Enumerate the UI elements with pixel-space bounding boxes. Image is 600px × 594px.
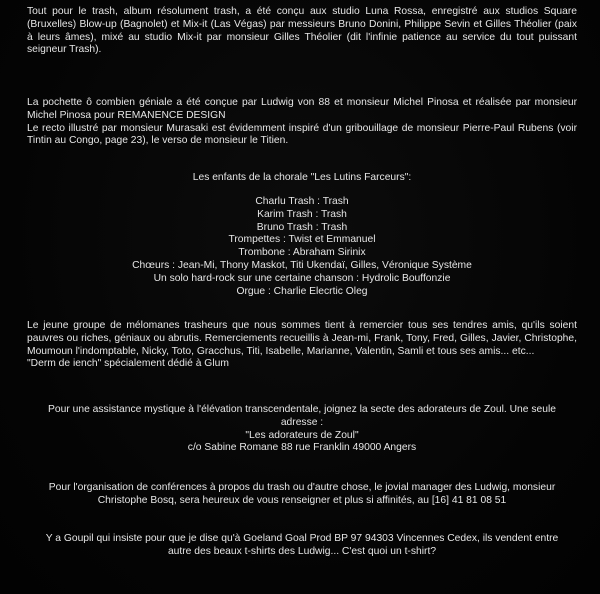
- intro-paragraph: [27, 6, 577, 57]
- choir-member: Chœurs : Jean-Mi, Thony Maskot, Titi Ukendaï, Gilles, Véronique Système: [132, 259, 472, 271]
- zoul-address-street: c/o Sabine Romane 88 rue Franklin 49000 Angers: [187, 442, 417, 454]
- zoul-address-name: "Les adorateurs de Zoul": [245, 429, 359, 441]
- choir-members-list: [27, 196, 577, 298]
- choir-member: Un solo hard-rock sur une certaine chanson : Hydrolic Bouffonzie: [153, 272, 451, 284]
- thanks-text: Le jeune groupe de mélomanes trasheurs que nous sommes tient à remercier tous ses tendres amis, qu'ils soient pauvres ou riches, géniaux ou abrutis. Remerciements recueillis à Jean-mi, Frank, Tony, Fred, Gilles, Javier, Christophe, Moumoun l'indomptable, Nicky, Toto, Gracchus, Titi, Isabelle, Marianne, Valentin, Samli et tous ses amis... etc...: [27, 320, 577, 357]
- choir-member: Charlu Trash : Trash: [255, 196, 349, 207]
- sleeve-illustration-credit: Le recto illustré par monsieur Murasaki est évidemment inspiré d'un gribouillage de monsieur Pierre-Paul Rubens (voir Tintin au Congo, page 23), le verso de monsieur le Titien.: [27, 122, 577, 147]
- dedication-text: "Derm de iench" spécialement dédié à Glum: [27, 358, 229, 370]
- goupil-line: Y a Goupil qui insiste pour que je dise qu'à Goeland Goal Prod BP 97 94303 Vincennes Cedex, ils vendent entre: [45, 533, 559, 544]
- intro-text: Tout pour le trash, album résolument trash, a été conçu aux studio Luna Rossa, enregistré aux studios Square (Bruxelles) Blow-up (Bagnolet) et Mix-it (Las Végas) par messieurs Bruno Donini, Philippe Sevin et Gilles Théolier (paix à leurs âmes), mixé au studio Mix-it par monsieur Gilles Théolier (dit l'infinie patience au service du tout puissant seigneur Trash).: [27, 6, 577, 56]
- sleeve-design-credit: La pochette ô combien géniale a été conçue par Ludwig von 88 et monsieur Michel Pinosa et réalisée par monsieur Michel Pinosa pour REMANENCE DESIGN: [27, 97, 577, 121]
- goupil-line: autre des beaux t-shirts des Ludwig... C'est quoi un t-shirt?: [167, 545, 437, 557]
- conferences-line: Christophe Bosq, sera heureux de vous renseigner et plus si affinités, au [16] 41 81 08 51: [97, 494, 507, 506]
- choir-member: Orgue : Charlie Elecrtic Oleg: [236, 285, 368, 297]
- choir-heading-text: Les enfants de la chorale "Les Lutins Farceurs":: [192, 172, 412, 183]
- choir-heading: [27, 172, 577, 185]
- conferences-section: [27, 482, 577, 508]
- zoul-line: Pour une assistance mystique à l'élévation transcendentale, joignez la secte des adorateurs de Zoul. Une seule: [48, 404, 556, 415]
- choir-member: Karim Trash : Trash: [257, 208, 347, 220]
- choir-member: Bruno Trash : Trash: [256, 221, 348, 233]
- zoul-line: adresse :: [280, 416, 324, 428]
- goupil-section: [27, 533, 577, 559]
- choir-member: Trompettes : Twist et Emmanuel: [228, 234, 376, 246]
- thanks-paragraph: [27, 320, 577, 371]
- conferences-line: Pour l'organisation de conférences à propos du trash ou d'autre chose, le jovial manager des Ludwig, monsieur: [48, 482, 556, 493]
- zoul-section: [27, 404, 577, 455]
- sleeve-credits: [27, 97, 577, 148]
- choir-member: Trombone : Abraham Sirinix: [238, 247, 366, 259]
